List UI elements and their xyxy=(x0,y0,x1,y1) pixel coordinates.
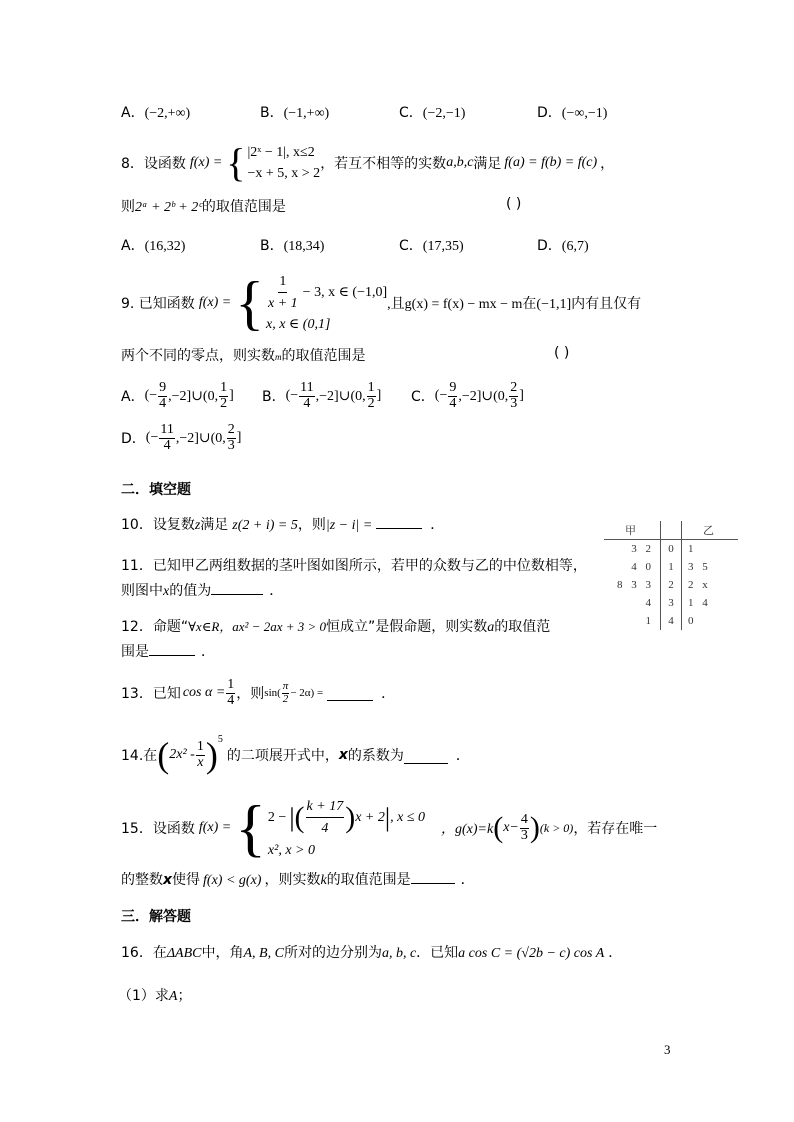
q9-option-b: B． (− $\frac{11}{4}$ ,−2]∪(0, $\frac{1}{2}$ ] xyxy=(262,380,382,411)
question-13: 13．已知 cos α = $\frac{1}{4}$ ，则 sin( $\frac{\pi}{2}$ − 2α) = ． xyxy=(121,676,396,708)
section-heading: 二．填空题 xyxy=(121,482,191,498)
option-d: D．(6,7) xyxy=(537,238,589,254)
option-a: A．(−2,+∞) xyxy=(121,105,191,121)
option-c: C．(17,35) xyxy=(399,238,464,254)
q9-option-c: C． (− $\frac{9}{4}$ ,−2]∪(0, $\frac{2}{3}$ ] xyxy=(411,380,524,411)
stem-row: 4 3 1 4 xyxy=(604,594,738,612)
header-jia: 甲 xyxy=(604,521,661,540)
section-heading: 三．解答题 xyxy=(121,909,191,925)
header-yi: 乙 xyxy=(682,521,739,540)
answer-blank[interactable] xyxy=(149,655,195,656)
question-9-line2: 两个不同的零点，则实数m的取值范围是 xyxy=(121,348,366,364)
question-12: 12．命题“∀x∈R，ax² − 2ax + 3 > 0恒成立”是假命题，则实数a的取值范 xyxy=(121,619,551,635)
question-12-line2: 围是 ． xyxy=(121,644,215,660)
question-14: 14.在 ( 2x² - $\frac{1}{x}$ ) 5 的二项展开式中， x 的系数为 ． xyxy=(121,734,470,775)
option-a: A．(16,32) xyxy=(121,238,186,254)
question-16-part1: （1）求A； xyxy=(118,988,192,1004)
piecewise-function: { $\frac{1}{x + 1}$ − 3, x ∈ (−1,0] x, x ∈ (0,1] xyxy=(235,270,388,336)
question-11: 11．已知甲乙两组数据的茎叶图如图所示，若甲的众数与乙的中位数相等， xyxy=(121,558,587,574)
question-11-line2: 则图中x的值为 ． xyxy=(121,583,284,599)
q9-option-d: D． (− $\frac{11}{4}$ ,−2]∪(0, $\frac{2}{3}$ ] xyxy=(121,422,242,453)
option-b: B．(18,34) xyxy=(260,238,325,254)
stem-row: 3 2 0 1 xyxy=(604,540,738,559)
answer-blank[interactable] xyxy=(327,700,373,701)
stem-row: 1 4 0 xyxy=(604,612,738,630)
question-8-line2: 则2ᵃ + 2ᵇ + 2ᶜ的取值范围是 xyxy=(121,199,286,215)
answer-blank[interactable] xyxy=(411,883,455,884)
answer-paren: ( ) xyxy=(506,196,522,212)
question-15-line2: 的整数x使得 f(x) < g(x) ，则实数k的取值范围是 ． xyxy=(121,872,475,888)
stem-leaf-plot xyxy=(604,521,738,630)
page-number: 3 xyxy=(664,1042,671,1057)
stem-row: 8 3 3 2 2 x xyxy=(604,576,738,594)
answer-paren: ( ) xyxy=(554,345,570,361)
option-d: D．(−∞,−1) xyxy=(537,105,608,121)
option-c: C．(−2,−1) xyxy=(399,105,466,121)
question-16: 16．在ΔABC中，角A, B, C所对的边分别为a, b, c．已知a cos C = (√2b − c) cos A ． xyxy=(121,945,623,961)
answer-blank[interactable] xyxy=(404,763,448,764)
answer-blank[interactable] xyxy=(211,594,263,595)
question-9: 9. 已知函数 f(x) = { $\frac{1}{x + 1}$ − 3, x ∈ (−1,0] x, x ∈ (0,1] ,且g(x) = f(x) − mx − m在(−1,1] 内有且仅有 xyxy=(121,270,642,336)
answer-blank[interactable] xyxy=(376,528,422,529)
piecewise-function: { 2 − | ( $\frac{k + 17}{4}$ ) x + 2 | , x ≤ 0 x², x > 0 xyxy=(235,792,426,863)
question-15: 15．设函数 f(x) = { 2 − | ( $\frac{k + 17}{4}$ ) x + 2 | , x ≤ 0 x², x > 0 ，g(x)=k ( x− $\frac{4}{3}$ ) (k > 0) ，若存在唯一 xyxy=(121,792,658,863)
question-10: 10．设复数z满足 z(2 + i) = 5，则|z − i| = ． xyxy=(121,517,445,533)
option-b: B．(−1,+∞) xyxy=(260,105,330,121)
q9-option-a: A． (− $\frac{9}{4}$ ,−2]∪(0, $\frac{1}{2}$ ] xyxy=(121,380,234,411)
piecewise-function: { |2ˣ − 1|, x≤2 −x + 5, x > 2 xyxy=(226,140,321,185)
stem-row: 4 0 1 3 5 xyxy=(604,558,738,576)
question-8: 8．设函数 f(x) = { |2ˣ − 1|, x≤2 −x + 5, x > 2 ，若互不相等的实数 a,b,c 满足 f(a) = f(b) = f(c) ， xyxy=(121,140,615,185)
